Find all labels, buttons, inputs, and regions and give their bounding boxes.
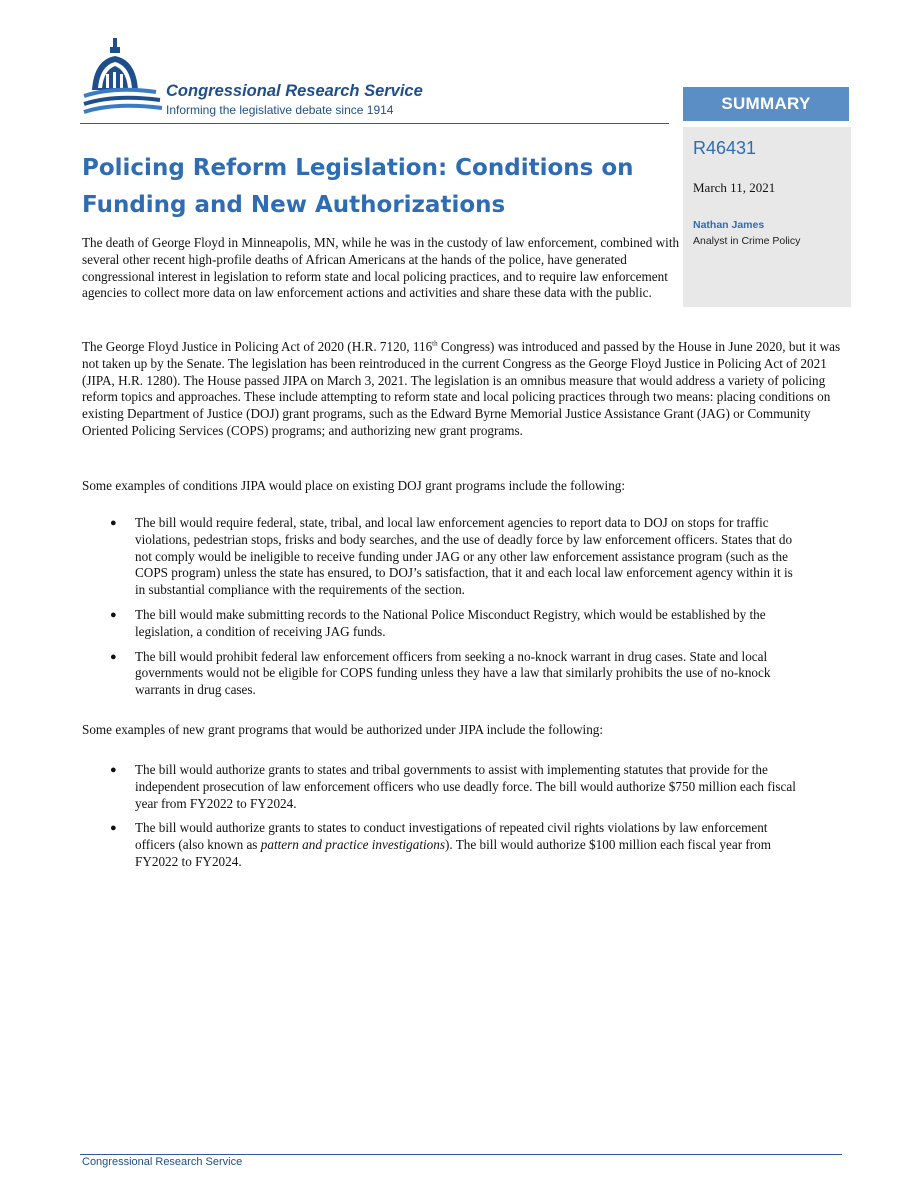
capitol-dome-icon xyxy=(80,34,170,124)
bullet-icon: ● xyxy=(110,822,117,835)
conditions-list xyxy=(82,515,802,707)
header-divider xyxy=(80,123,669,124)
list-item-text-end: ). The bill would authorize $100 million each fiscal year from FY2022 to FY2024. xyxy=(135,837,772,869)
new-programs-list xyxy=(82,762,802,879)
list-item xyxy=(82,820,802,870)
intro-paragraph: The death of George Floyd in Minneapolis, MN, while he was in the custody of law enforcement, combined with several other recent high-profile deaths of African Americans at the hands of the police, have generated congressional interest in legislation to reform state and local policing practices, and to require law enforcement agencies to collect more data on law enforcement actions and activities and share these data with the public. xyxy=(82,235,680,301)
jipa-text-start: The George Floyd Justice in Policing Act of 2020 (H.R. 7120, 116 xyxy=(82,339,433,354)
list-item-text: The bill would prohibit federal law enforcement officers from seeking a no-knock warrant in drug cases. State and local governments would not be eligible for COPS funding unless they have a law that similarly prohibits the use of no-knock warrants in drug cases. xyxy=(135,648,771,698)
new-programs-intro: Some examples of new grant programs that would be authorized under JIPA include the following: xyxy=(82,722,604,737)
list-item xyxy=(82,762,802,812)
list-item-text: The bill would make submitting records to the National Police Misconduct Registry, which would be established by the legislation, a condition of receiving JAG funds. xyxy=(135,606,766,639)
list-item xyxy=(82,607,802,641)
org-tagline: Informing the legislative debate since 1914 xyxy=(166,103,394,117)
list-item xyxy=(82,515,802,599)
bullet-icon: ● xyxy=(110,650,117,663)
list-item-text: The bill would authorize grants to states and tribal governments to assist with implementing statutes that provide for the independent prosecution of law enforcement officers who use deadly force. The bill would authorize $750 million each fiscal year from FY2022 to FY2024. xyxy=(135,762,796,811)
summary-label: SUMMARY xyxy=(683,87,849,121)
summary-sidebar xyxy=(683,127,851,307)
conditions-intro: Some examples of conditions JIPA would place on existing DOJ grant programs include the following: xyxy=(82,478,626,493)
list-item-text-start: The bill would authorize grants to states to conduct investigations of repeated civil rights violations by law enforcement officers (also known as xyxy=(135,820,768,853)
footer-divider xyxy=(80,1154,842,1155)
emphasis-term: pattern and practice investigations xyxy=(260,837,445,853)
org-name: Congressional Research Service xyxy=(166,82,423,100)
bullet-icon: ● xyxy=(110,764,117,776)
bullet-icon: ● xyxy=(110,608,117,621)
jipa-text-end: Congress) was introduced and passed by the House in June 2020, but it was not taken up by the Senate. The legislation has been reintroduced in the current Congress as the George Floyd Justice in Policing Act of 2021 (JIPA, H.R. 1280). The House passed JIPA on March 3, 2021. The legislation is an omnibus measure that would address a variety of policing reform topics and approaches. These include attempting to reform state and local policing practices through two means: placing conditions on existing Department of Justice (DOJ) grant programs, such as the Edward Byrne Memorial Justice Assistance Grant (JAG) or Community Oriented Policing Services (COPS) programs; and authorizing new grant programs. xyxy=(82,339,841,438)
crs-logo xyxy=(80,34,480,124)
jipa-paragraph xyxy=(82,339,842,440)
bullet-icon: ● xyxy=(110,517,117,529)
footer-org-name: Congressional Research Service xyxy=(82,1156,243,1168)
author-title: Analyst in Crime Policy xyxy=(693,235,801,247)
list-item-text: The bill would require federal, state, tribal, and local law enforcement agencies to report data to DOJ on stops for traffic violations, pedestrian stops, frisks and body searches, and the use of deadly force by law enforcement officers. States that do not comply would be ineligible to receive funding under JAG or any other law enforcement assistance program (such as the COPS program) unless the state has ensured, to DOJ’s satisfaction, that it and each local law enforcement agency within it is in substantial compliance with the requirements of the section. xyxy=(135,515,793,598)
list-item xyxy=(82,649,802,699)
report-date: March 11, 2021 xyxy=(693,180,776,195)
jipa-superscript: th xyxy=(432,339,438,348)
page-title: Policing Reform Legislation: Conditions on Funding and New Authorizations xyxy=(82,155,634,218)
author-name: Nathan James xyxy=(693,219,765,231)
report-number: R46431 xyxy=(693,138,757,158)
